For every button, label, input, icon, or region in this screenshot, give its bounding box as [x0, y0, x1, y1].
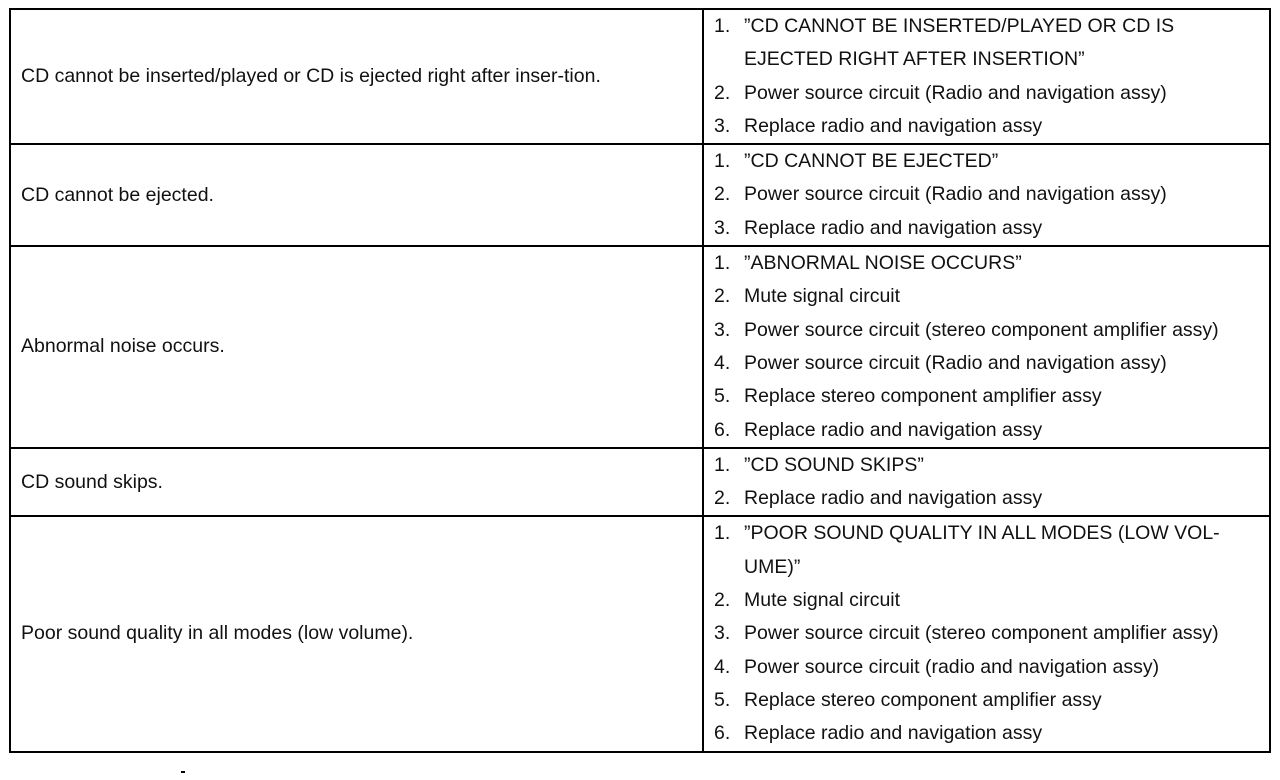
table-row	[10, 448, 1270, 517]
step-item	[714, 617, 1259, 650]
step-text: Replace radio and navigation assy	[744, 216, 1043, 239]
symptom-cell: CD sound skips.	[10, 448, 703, 517]
symptom-cell: CD cannot be inserted/played or CD is ejected right after inser-tion.	[10, 9, 703, 144]
steps-list	[714, 449, 1259, 516]
step-item	[714, 10, 1259, 77]
step-text: ”POOR SOUND QUALITY IN ALL MODES (LOW VOL-UME)”	[744, 522, 1220, 578]
step-item	[714, 651, 1259, 684]
step-item	[714, 414, 1259, 447]
step-number: 2.	[714, 589, 731, 612]
step-text: Replace radio and navigation assy	[744, 114, 1043, 137]
step-item	[714, 77, 1259, 110]
step-text: Power source circuit (Radio and navigation assy)	[744, 183, 1167, 206]
step-number: 1.	[714, 522, 731, 545]
step-text: Replace radio and navigation assy	[744, 418, 1043, 441]
step-item	[714, 584, 1259, 617]
step-number: 1.	[714, 453, 731, 476]
step-text: Power source circuit (Radio and navigation assy)	[744, 351, 1167, 374]
table-row	[10, 144, 1270, 246]
step-item	[714, 110, 1259, 143]
step-item	[714, 482, 1259, 515]
step-number: 2.	[714, 81, 731, 104]
step-item	[714, 449, 1259, 482]
step-text: Power source circuit (stereo component amplifier assy)	[744, 622, 1219, 645]
step-item	[714, 280, 1259, 313]
table-body	[10, 9, 1270, 752]
step-number: 3.	[714, 114, 731, 137]
step-item	[714, 247, 1259, 280]
steps-cell	[703, 516, 1270, 751]
table-row	[10, 246, 1270, 448]
step-text: Power source circuit (Radio and navigation assy)	[744, 81, 1167, 104]
step-number: 1.	[714, 252, 731, 275]
step-text: ”CD CANNOT BE EJECTED”	[744, 150, 999, 173]
step-number: 2.	[714, 183, 731, 206]
step-number: 4.	[714, 351, 731, 374]
step-text: Mute signal circuit	[744, 589, 901, 612]
step-item	[714, 212, 1259, 245]
step-number: 3.	[714, 318, 731, 341]
step-number: 4.	[714, 655, 731, 678]
symptom-cell: CD cannot be ejected.	[10, 144, 703, 246]
step-text: Replace radio and navigation assy	[744, 722, 1043, 745]
steps-cell	[703, 9, 1270, 144]
step-number: 5.	[714, 385, 731, 408]
step-number: 2.	[714, 285, 731, 308]
step-item	[714, 717, 1259, 750]
step-text: Power source circuit (radio and navigation assy)	[744, 655, 1160, 678]
step-text: ”CD CANNOT BE INSERTED/PLAYED OR CD IS EJECTED RIGHT AFTER INSERTION”	[744, 15, 1175, 71]
step-number: 3.	[714, 622, 731, 645]
table-row	[10, 9, 1270, 144]
symptom-cell: Abnormal noise occurs.	[10, 246, 703, 448]
step-number: 6.	[714, 418, 731, 441]
step-number: 3.	[714, 216, 731, 239]
step-text: Replace stereo component amplifier assy	[744, 385, 1102, 408]
step-item	[714, 684, 1259, 717]
steps-list	[714, 145, 1259, 245]
table-row	[10, 516, 1270, 751]
steps-list	[714, 10, 1259, 143]
page-mark	[181, 771, 185, 773]
step-text: Power source circuit (stereo component amplifier assy)	[744, 318, 1219, 341]
step-item	[714, 178, 1259, 211]
step-number: 6.	[714, 722, 731, 745]
symptom-cell: Poor sound quality in all modes (low volume).	[10, 516, 703, 751]
step-text: Mute signal circuit	[744, 285, 901, 308]
step-item	[714, 380, 1259, 413]
steps-cell	[703, 246, 1270, 448]
step-item	[714, 314, 1259, 347]
step-text: Replace radio and navigation assy	[744, 487, 1043, 510]
troubleshooting-table	[9, 8, 1271, 753]
step-item	[714, 145, 1259, 178]
step-number: 2.	[714, 487, 731, 510]
steps-list	[714, 517, 1259, 750]
step-number: 1.	[714, 15, 731, 37]
step-text: Replace stereo component amplifier assy	[744, 688, 1102, 711]
steps-cell	[703, 144, 1270, 246]
step-item	[714, 517, 1259, 584]
step-text: ”CD SOUND SKIPS”	[744, 453, 924, 476]
steps-list	[714, 247, 1259, 447]
step-text: ”ABNORMAL NOISE OCCURS”	[744, 252, 1022, 275]
step-number: 5.	[714, 688, 731, 711]
step-item	[714, 347, 1259, 380]
step-number: 1.	[714, 150, 731, 173]
steps-cell	[703, 448, 1270, 517]
